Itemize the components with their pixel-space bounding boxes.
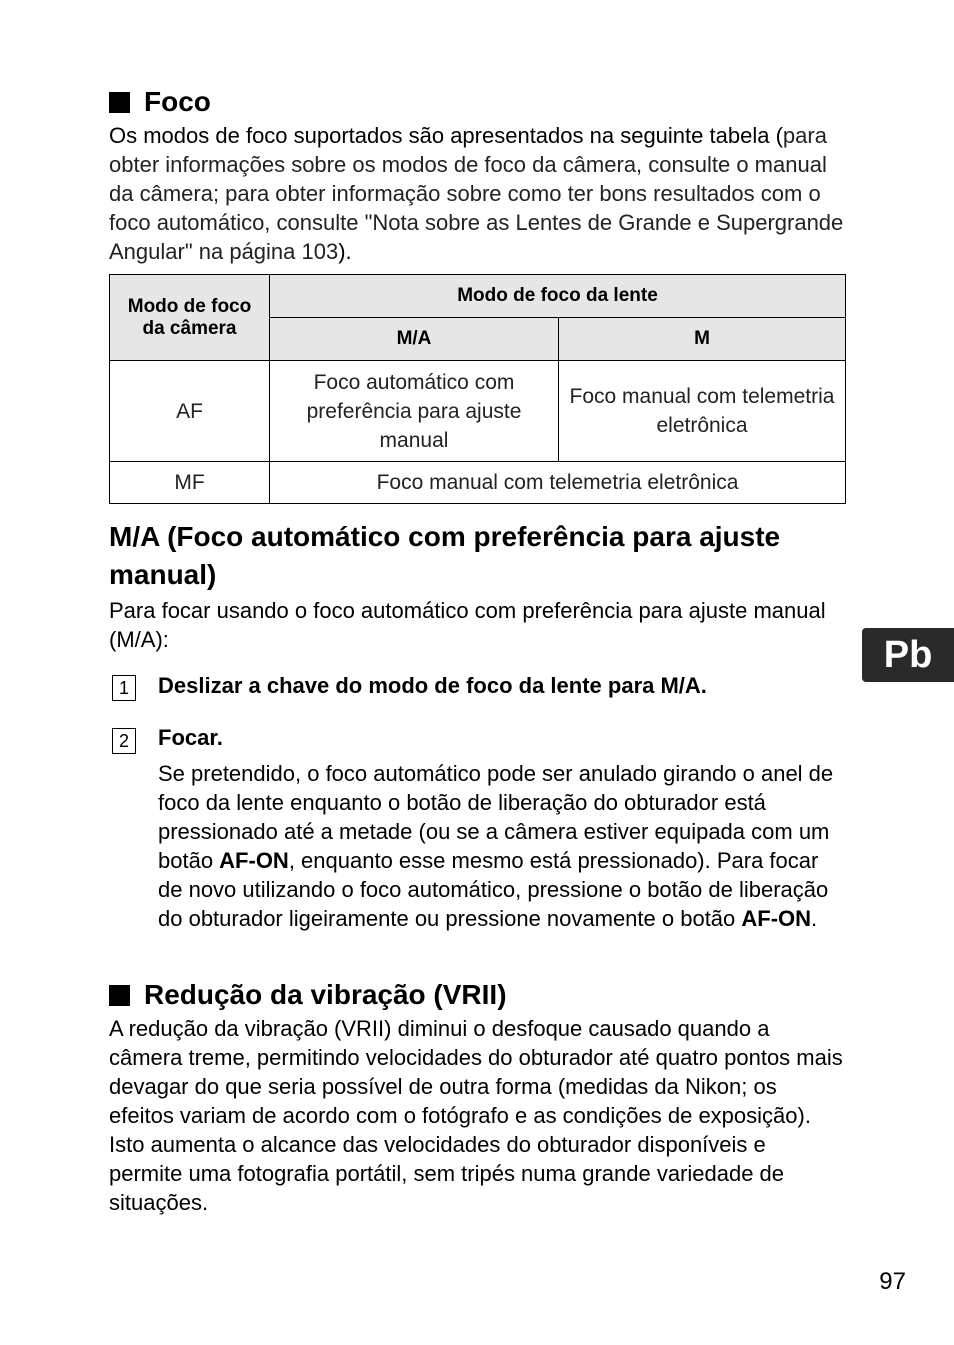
section-heading-foco <box>109 86 211 118</box>
square-bullet-icon <box>109 92 130 113</box>
heading-text: Redução da vibração (VRII) <box>144 979 507 1010</box>
af-on-label: AF-ON <box>741 906 812 931</box>
step-2-text <box>158 759 848 933</box>
step2-text-c: . <box>811 906 818 931</box>
intro-paren-text: para obter informações sobre os modos de foco da câmera, consulte o manual da câmera; para obter informação sobre como ter bons resultados com o foco automático, consulte "Nota sobre as Lentes de Grande e Supergrande Angular" na página 103 <box>109 123 844 264</box>
step-1-number: 1 <box>112 675 136 701</box>
ma-intro: Para focar usando o foco automático com preferência para ajuste manual (M/A): <box>109 598 826 652</box>
col-ma-header: M/A <box>270 318 559 361</box>
step-2-title: Focar. <box>158 725 223 750</box>
step2-text-a: Se pretendido, o foco automático pode ser anulado girando o anel de foco da lente enquanto o botão de liberação do obturador está pressionado até a metade (ou se a câmera estiver equipada com um botão <box>158 761 834 873</box>
row-merged: Foco manual com telemetria eletrônica <box>270 462 846 504</box>
row-m: Foco manual com telemetria eletrônica <box>559 361 846 462</box>
intro-first: Os modos de foco suportados são apresentados na seguinte tabela <box>109 123 770 148</box>
table-row <box>110 361 846 462</box>
table-row <box>110 462 846 504</box>
vr-body: A redução da vibração (VRII) diminui o desfoque causado quando a câmera treme, permitindo velocidades do obturador até quatro pontos mais devagar do que seria possível de outra forma (medidas da Nikon; os efeitos variam de acordo com o fotógrafo e as condições de exposição). Isto aumenta o alcance das velocidades do obturador disponíveis e permite uma fotografia portátil, sem tripés numa grande variedade de situações. <box>109 1016 843 1215</box>
step-2-number: 2 <box>112 728 136 754</box>
row-mode: AF <box>110 361 270 462</box>
ma-heading: M/A (Foco automático com preferência para ajuste manual) <box>109 521 781 590</box>
lens-mode-header: Modo de foco da lente <box>270 275 846 318</box>
foco-intro <box>109 121 844 266</box>
square-bullet-icon <box>109 985 130 1006</box>
row-ma: Foco automático com preferência para ajuste manual <box>270 361 559 462</box>
intro-open-paren: ( <box>775 123 783 148</box>
step-1-title: Deslizar a chave do modo de foco da lente para M/A. <box>158 673 707 698</box>
page-number: 97 <box>879 1268 906 1295</box>
section-heading-vr <box>109 979 507 1011</box>
col-m-header: M <box>559 318 846 361</box>
focus-mode-table <box>109 274 846 504</box>
af-on-label: AF-ON <box>219 848 289 873</box>
step2-text-b: , enquanto esse mesmo está pressionado). Para focar de novo utilizando o foco automático, pressione o botão de liberação do obturador ligeiramente ou pressione novamente o botão <box>158 848 829 931</box>
language-tab: Pb <box>862 628 954 682</box>
intro-close-paren: ). <box>338 239 352 264</box>
row-mode: MF <box>110 462 270 504</box>
camera-mode-header: Modo de foco da câmera <box>110 275 270 361</box>
heading-text: Foco <box>144 86 211 117</box>
